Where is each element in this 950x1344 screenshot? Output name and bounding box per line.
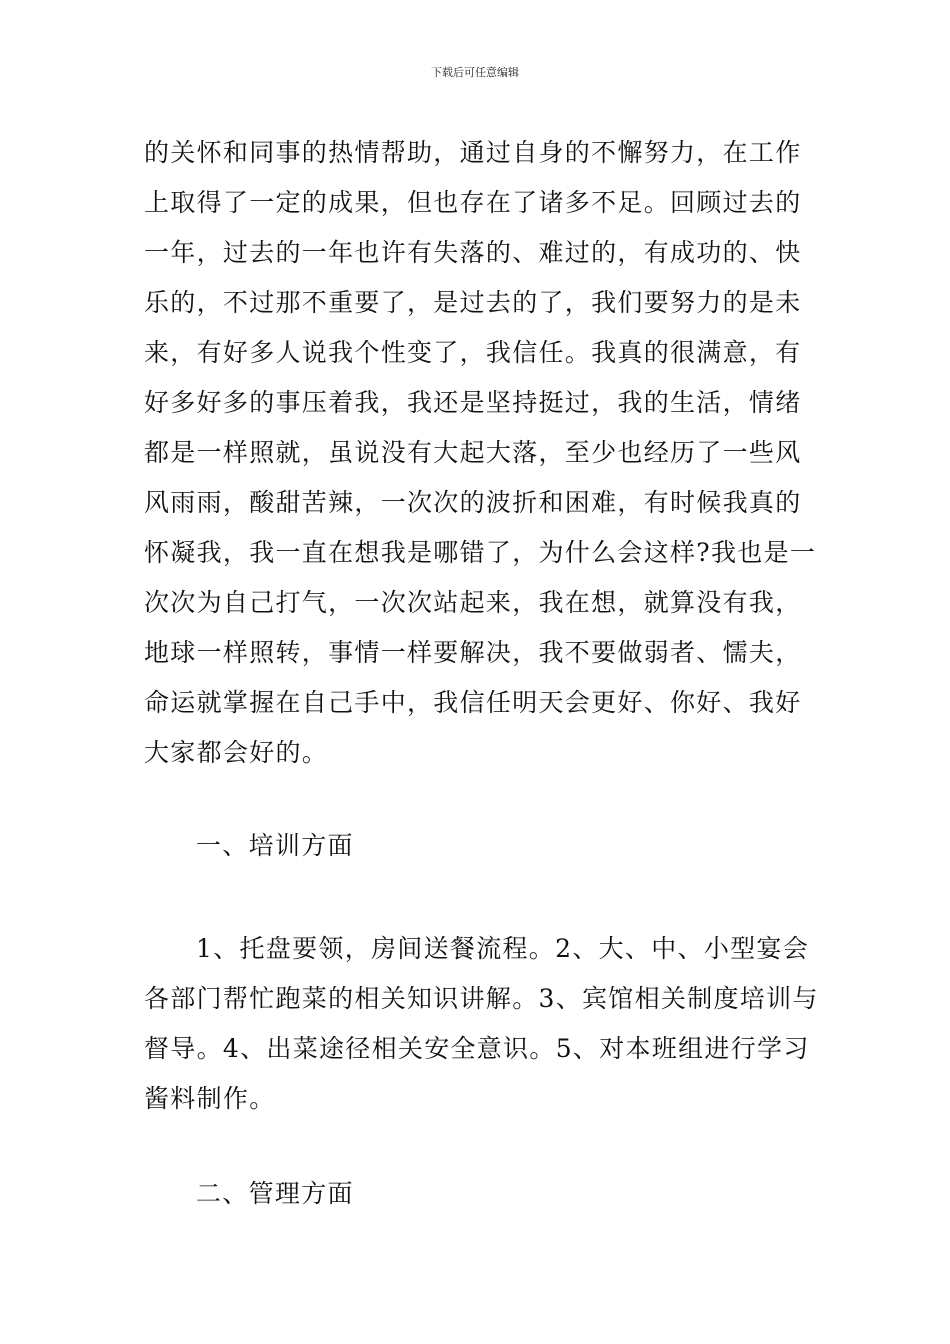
paragraph-line: 一年，过去的一年也许有失落的、难过的，有成功的、快 (144, 238, 802, 267)
paragraph-line: 酱料制作。 (144, 1084, 276, 1113)
paragraph-line: 大家都会好的。 (144, 738, 329, 767)
paragraph-line: 怀凝我，我一直在想我是哪错了，为什么会这样?我也是一 (144, 538, 817, 567)
paragraph-line: 的关怀和同事的热情帮助，通过自身的不懈努力，在工作 (144, 138, 802, 167)
paragraph-line: 次次为自己打气，一次次站起来，我在想，就算没有我， (144, 588, 802, 617)
training-paragraph (144, 924, 819, 1124)
paragraph-line: 各部门帮忙跑菜的相关知识讲解。3、宾馆相关制度培训与 (144, 984, 819, 1013)
paragraph-line: 命运就掌握在自己手中，我信任明天会更好、你好、我好 (144, 688, 802, 717)
section-heading-management: 二、管理方面 (196, 1179, 354, 1208)
paragraph-line: 督导。4、出菜途径相关安全意识。5、对本班组进行学习 (144, 1034, 810, 1063)
paragraph-line: 1、托盘要领，房间送餐流程。2、大、中、小型宴会 (196, 934, 810, 963)
paragraph-line: 乐的，不过那不重要了，是过去的了，我们要努力的是未 (144, 288, 802, 317)
paragraph-line: 都是一样照就，虽说没有大起大落，至少也经历了一些风 (144, 438, 802, 467)
paragraph-line: 来，有好多人说我个性变了，我信任。我真的很满意，有 (144, 338, 802, 367)
page-header-caption: 下载后可任意编辑 (431, 66, 519, 79)
paragraph-line: 好多好多的事压着我，我还是坚持挺过，我的生活，情绪 (144, 388, 802, 417)
body-paragraph (144, 128, 817, 778)
paragraph-line: 风雨雨，酸甜苦辣，一次次的波折和困难，有时候我真的 (144, 488, 802, 517)
paragraph-line: 上取得了一定的成果，但也存在了诸多不足。回顾过去的 (144, 188, 802, 217)
paragraph-line: 地球一样照转，事情一样要解决，我不要做弱者、懦夫， (144, 638, 802, 667)
section-heading-training: 一、培训方面 (196, 831, 354, 860)
